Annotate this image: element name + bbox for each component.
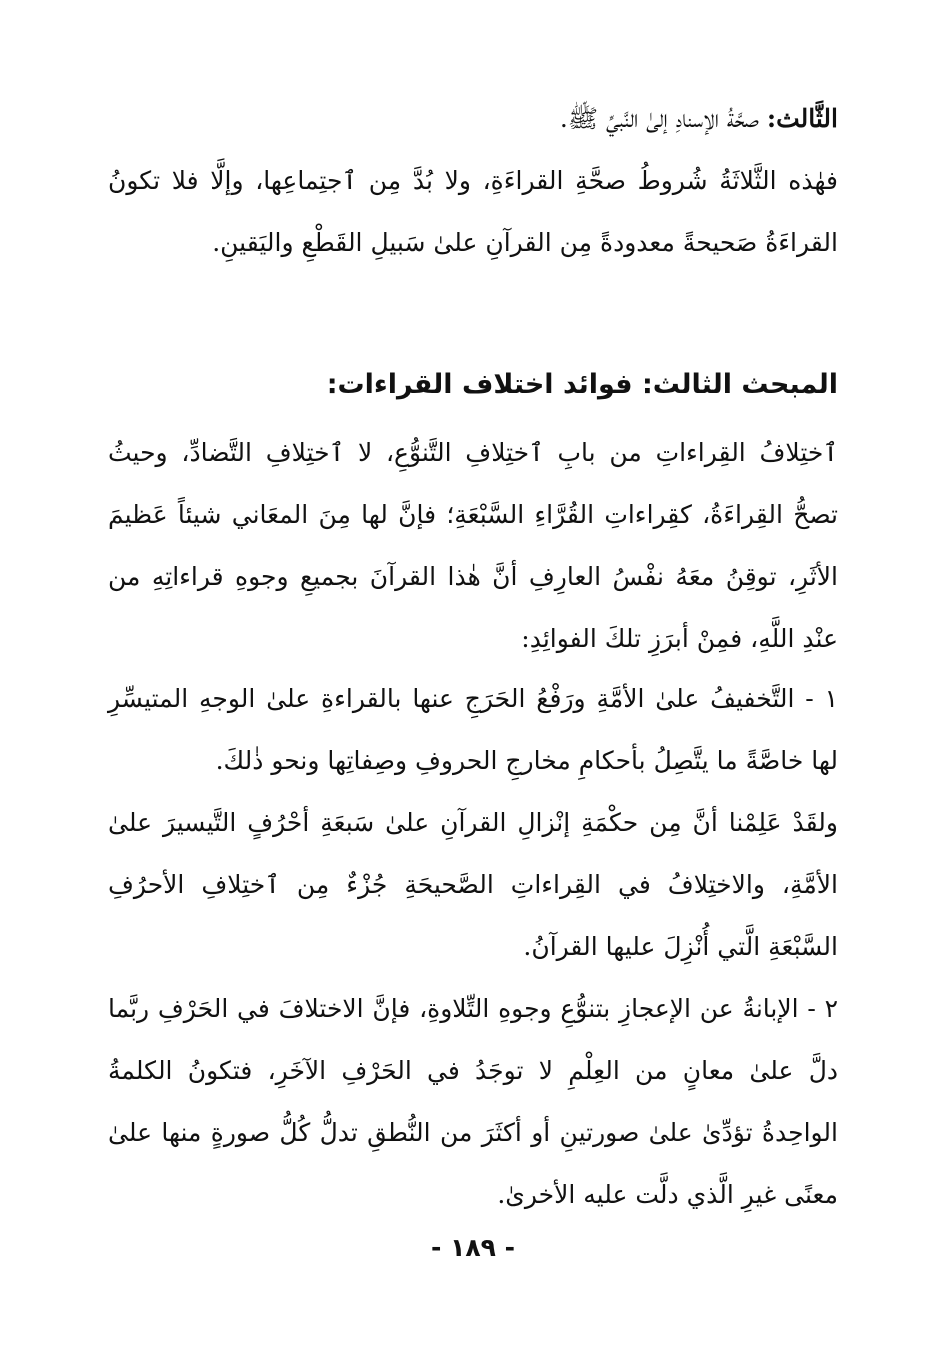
benefit-2-paragraph: ٢ - الإبانةُ عن الإعجازِ بتنوُّعِ وجوهِ التِّلاوةِ، فإنَّ الاختلافَ في الحَرْفِ ربَّما دلَّ علىٰ معانٍ من العِلْمِ لا توجَدُ في الحَرْفِ الآخَرِ، فتكونُ الكلمةُ الواحِدةُ تؤدِّىٰ علىٰ صورتينِ أو أكثَرَ من النُّطقِ تدلُّ كُلُّ صورةٍ منها علىٰ معنًى غيرِ الَّذي دلَّت عليه الأخرىٰ. [108,994,838,1209]
intro-paragraph: ٱختِلافُ القِراءاتِ من بابِ ٱختِلافِ التَّنوُّعِ، لا ٱختِلافِ التَّضادِّ، وحيثُ تصحُّ القِراءَةُ، كقِراءاتِ القُرَّاءِ السَّبْعَةِ؛ فإنَّ لها مِنَ المعَاني شيئاً عَظيمَ الأثَرِ، توقِنُ معَهُ نفْسُ العارِفِ أنَّ هٰذا القرآنَ بجميعِ وجوهِ قراءاتِهِ من عنْدِ اللَّهِ، فمِنْ أبرَزِ تلكَ الفوائِدِ: [108,438,838,653]
benefit-1-paragraph: ١ - التَّخفيفُ علىٰ الأمَّةِ ورَفْعُ الحَرَجِ عنها بالقراءةِ علىٰ الوجهِ المتيسِّرِ لها خاصَّةً ما يتَّصِلُ بأحكامِ مخارجِ الحروفِ وصِفاتِها ونحو ذٰلكَ. [108,684,838,775]
section-heading: المبحث الثالث: فوائد اختلاف القراءات: [326,369,838,400]
third-condition-line [108,88,838,150]
third-condition-text: صحَّةُ الإسنادِ إلىٰ النَّبيِّ ﷺ. [559,104,767,133]
page-number: - ١٨٩ - [431,1233,515,1262]
third-condition-label: الثَّالث: [766,104,838,133]
conditions-summary-paragraph: فهٰذه الثَّلاثَةُ شُروطُ صحَّةِ القراءَةِ، ولا بُدَّ مِن ٱجتِماعِها، وإلَّا فلا تكونُ القراءَةُ صَحيحةً معدودةً مِن القرآنِ علىٰ سَبيلِ القَطْعِ واليَقينِ. [108,166,838,257]
benefit-1-note-paragraph: ولقَدْ عَلِمْنا أنَّ مِن حكْمَةِ إنْزالِ القرآنِ علىٰ سَبعَةِ أحْرُفٍ التَّيسيرَ علىٰ الأمَّةِ، والاختِلافُ في القِراءاتِ الصَّحيحَةِ جُزْءٌ مِن ٱختِلافِ الأحرُفِ السَّبْعَةِ الَّتي أُنْزِلَ عليها القرآنُ. [108,808,838,961]
